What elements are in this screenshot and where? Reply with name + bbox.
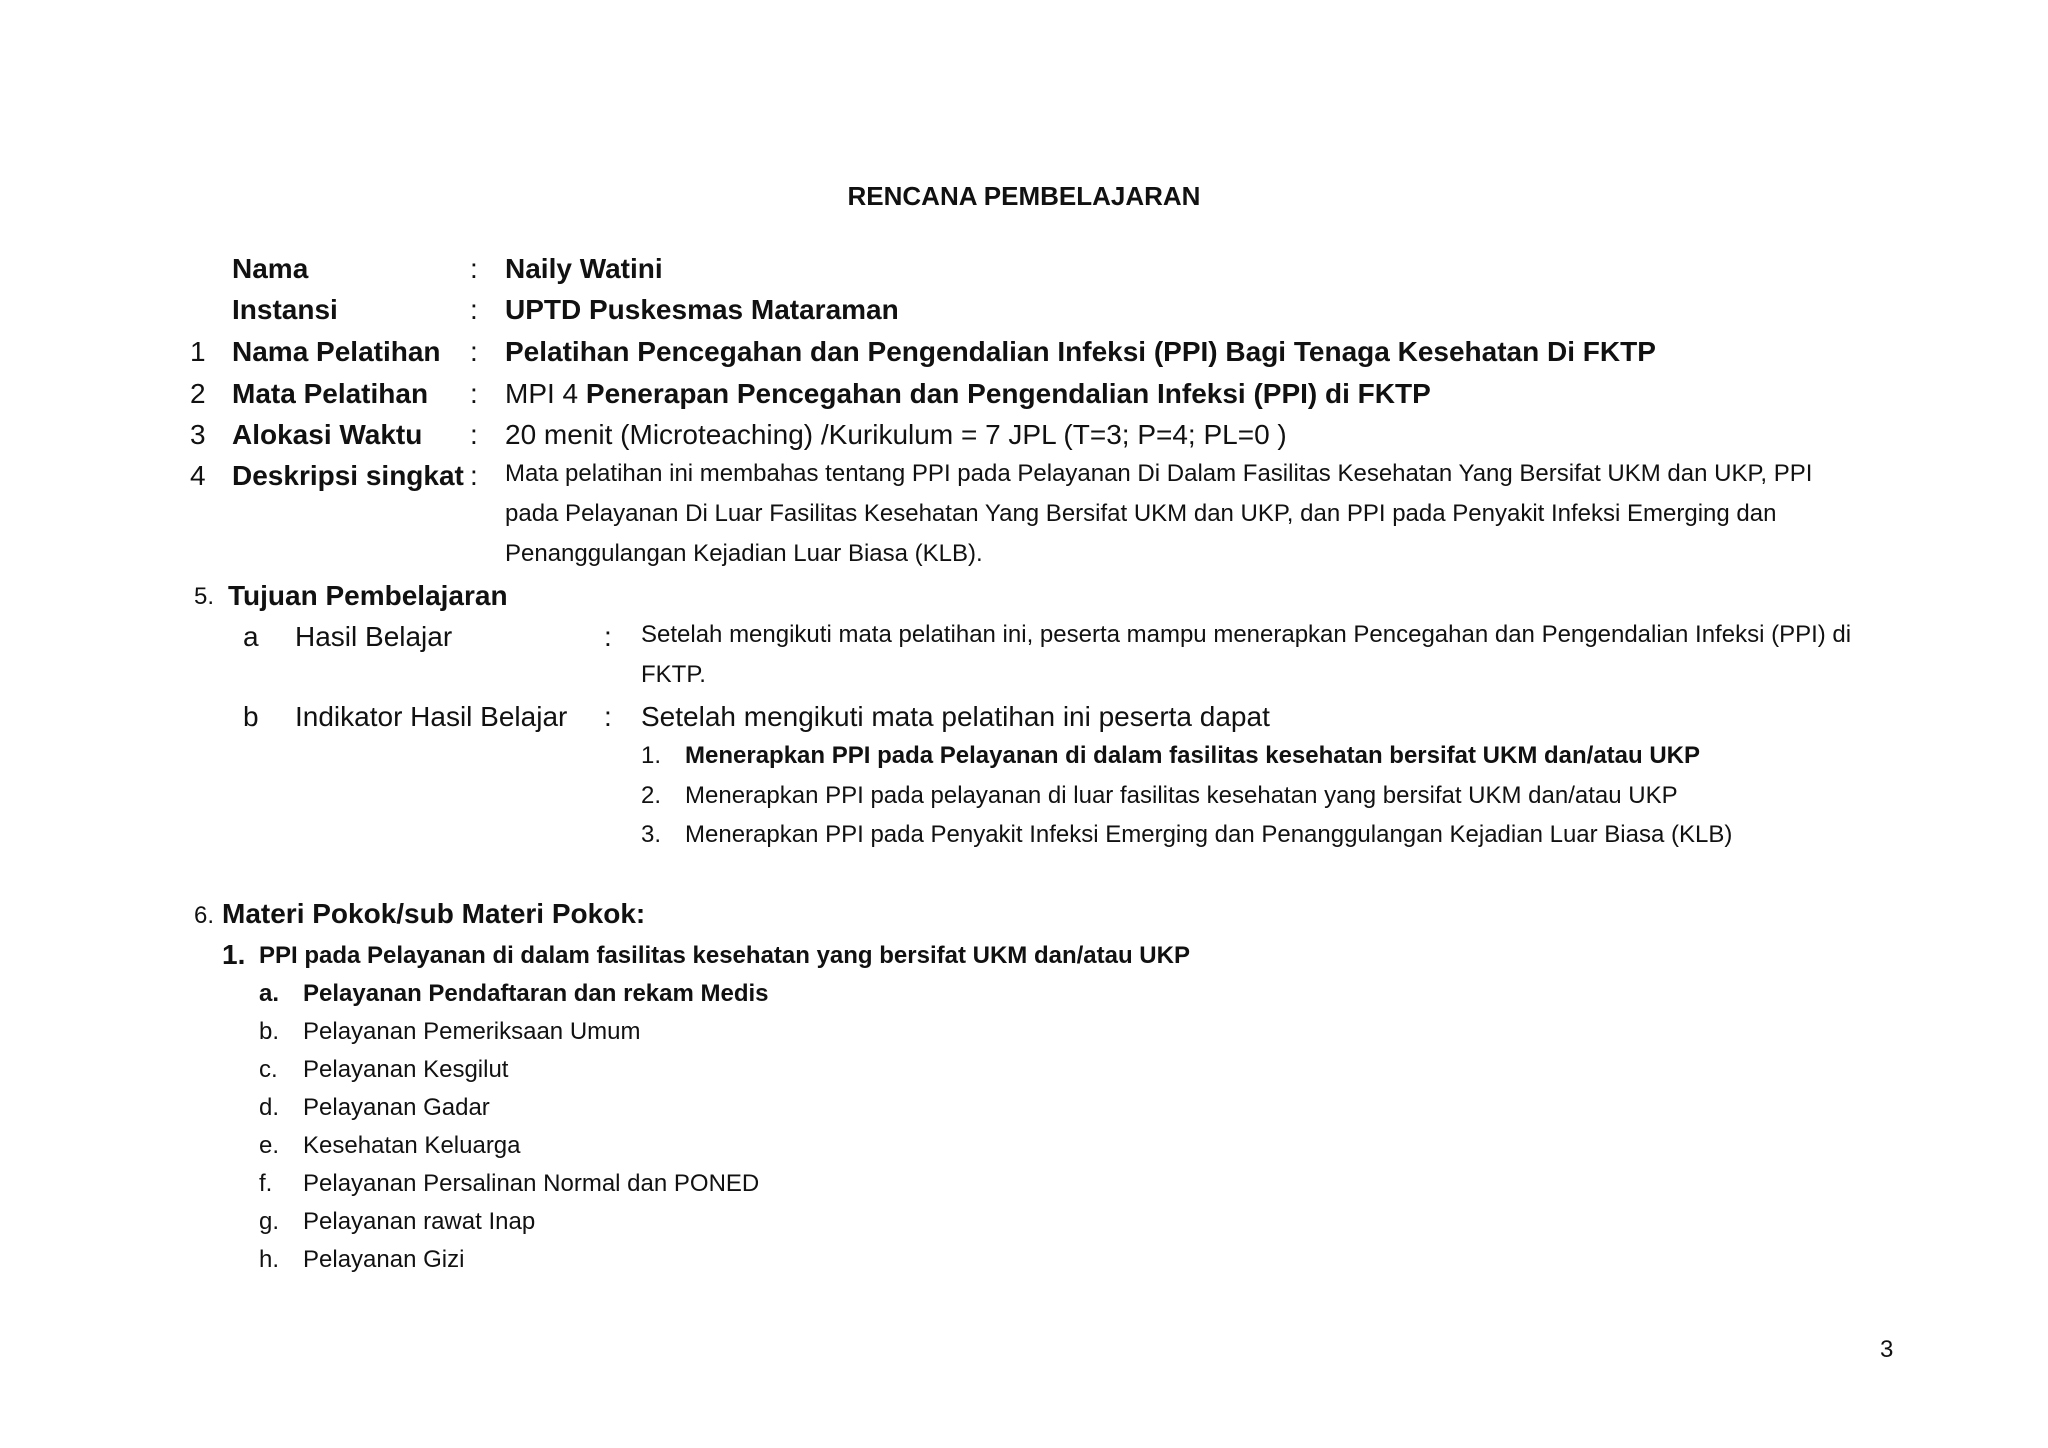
sub-item-text: Pelayanan Kesgilut [303, 1056, 509, 1083]
sub-item-text: Pelayanan Pendaftaran dan rekam Medis [303, 980, 769, 1007]
indicator-number: 3. [641, 821, 662, 848]
page-number: 3 [1880, 1336, 1894, 1363]
section-number: 6. [194, 902, 215, 929]
colon: : [470, 460, 478, 491]
alokasi-waktu-label: Alokasi Waktu [232, 419, 423, 450]
indikator-label: Indikator Hasil Belajar [295, 701, 568, 732]
colon: : [470, 419, 478, 450]
sub-item-text: Pelayanan Gadar [303, 1094, 490, 1121]
instansi-label: Instansi [232, 294, 338, 325]
indicator-text: Menerapkan PPI pada Pelayanan di dalam fasilitas kesehatan bersifat UKM dan/atau UKP [685, 742, 1701, 769]
sub-item-letter: h. [259, 1246, 280, 1273]
sub-item-letter: d. [259, 1094, 280, 1121]
mata-pelatihan-prefix: MPI 4 [505, 378, 579, 409]
sub-item-letter: b. [259, 1018, 280, 1045]
colon: : [470, 253, 478, 284]
hasil-belajar-line: Setelah mengikuti mata pelatihan ini, peserta mampu menerapkan Pencegahan dan Pengendalian Infeksi (PPI) di [641, 621, 1852, 648]
indikator-intro: Setelah mengikuti mata pelatihan ini peserta dapat [641, 701, 1270, 732]
deskripsi-line: Penanggulangan Kejadian Luar Biasa (KLB). [505, 540, 983, 567]
nama-pelatihan-label: Nama Pelatihan [232, 336, 441, 367]
sub-item-text: Pelayanan rawat Inap [303, 1208, 536, 1235]
nama-pelatihan-value: Pelatihan Pencegahan dan Pengendalian Infeksi (PPI) Bagi Tenaga Kesehatan Di FKTP [505, 336, 1656, 367]
deskripsi-line: Mata pelatihan ini membahas tentang PPI pada Pelayanan Di Dalam Fasilitas Kesehatan Yang Bersifat UKM dan UKP, PPI [505, 460, 1813, 487]
row-number: 1 [190, 336, 206, 367]
row-number: 4 [190, 460, 206, 491]
mata-pelatihan-value [505, 380, 1431, 408]
tujuan-a-letter: a [243, 621, 259, 652]
materi-heading: Materi Pokok/sub Materi Pokok: [222, 898, 646, 929]
row-number: 2 [190, 378, 206, 409]
hasil-belajar-label: Hasil Belajar [295, 621, 453, 652]
indicator-text: Menerapkan PPI pada Penyakit Infeksi Emerging dan Penanggulangan Kejadian Luar Biasa (KLB) [685, 821, 1733, 848]
sub-item-letter: g. [259, 1208, 280, 1235]
sub-item-text: Kesehatan Keluarga [303, 1132, 521, 1159]
sub-item-letter: e. [259, 1132, 280, 1159]
tujuan-b-letter: b [243, 701, 259, 732]
materi-item-number: 1. [222, 939, 246, 970]
colon: : [604, 621, 612, 652]
instansi-value: UPTD Puskesmas Mataraman [505, 294, 899, 325]
document-title: RENCANA PEMBELAJARAN [847, 181, 1201, 211]
row-number: 3 [190, 419, 206, 450]
sub-item-text: Pelayanan Gizi [303, 1246, 465, 1273]
indicator-number: 1. [641, 742, 662, 769]
nama-label: Nama [232, 253, 309, 284]
hasil-belajar-line: FKTP. [641, 661, 706, 688]
mata-pelatihan-title: Penerapan Pencegahan dan Pengendalian Infeksi (PPI) di FKTP [585, 378, 1431, 409]
sub-item-letter: c. [259, 1056, 278, 1083]
colon: : [470, 378, 478, 409]
tujuan-heading: Tujuan Pembelajaran [228, 580, 508, 611]
alokasi-waktu-value: 20 menit (Microteaching) /Kurikulum = 7 JPL (T=3; P=4; PL=0 ) [505, 419, 1287, 450]
colon: : [604, 701, 612, 732]
mata-pelatihan-label: Mata Pelatihan [232, 378, 429, 409]
indicator-text: Menerapkan PPI pada pelayanan di luar fasilitas kesehatan yang bersifat UKM dan/atau UKP [685, 782, 1678, 809]
deskripsi-line: pada Pelayanan Di Luar Fasilitas Kesehatan Yang Bersifat UKM dan UKP, dan PPI pada Penyakit Infeksi Emerging dan [505, 500, 1777, 527]
colon: : [470, 336, 478, 367]
materi-item-text: PPI pada Pelayanan di dalam fasilitas kesehatan yang bersifat UKM dan/atau UKP [259, 942, 1190, 969]
sub-item-letter: f. [259, 1170, 273, 1197]
deskripsi-label: Deskripsi singkat [232, 460, 464, 491]
section-number: 5. [194, 583, 215, 610]
sub-item-text: Pelayanan Persalinan Normal dan PONED [303, 1170, 760, 1197]
nama-value: Naily Watini [505, 253, 663, 284]
sub-item-text: Pelayanan Pemeriksaan Umum [303, 1018, 641, 1045]
indicator-number: 2. [641, 782, 662, 809]
colon: : [470, 294, 478, 325]
sub-item-letter: a. [259, 980, 280, 1007]
